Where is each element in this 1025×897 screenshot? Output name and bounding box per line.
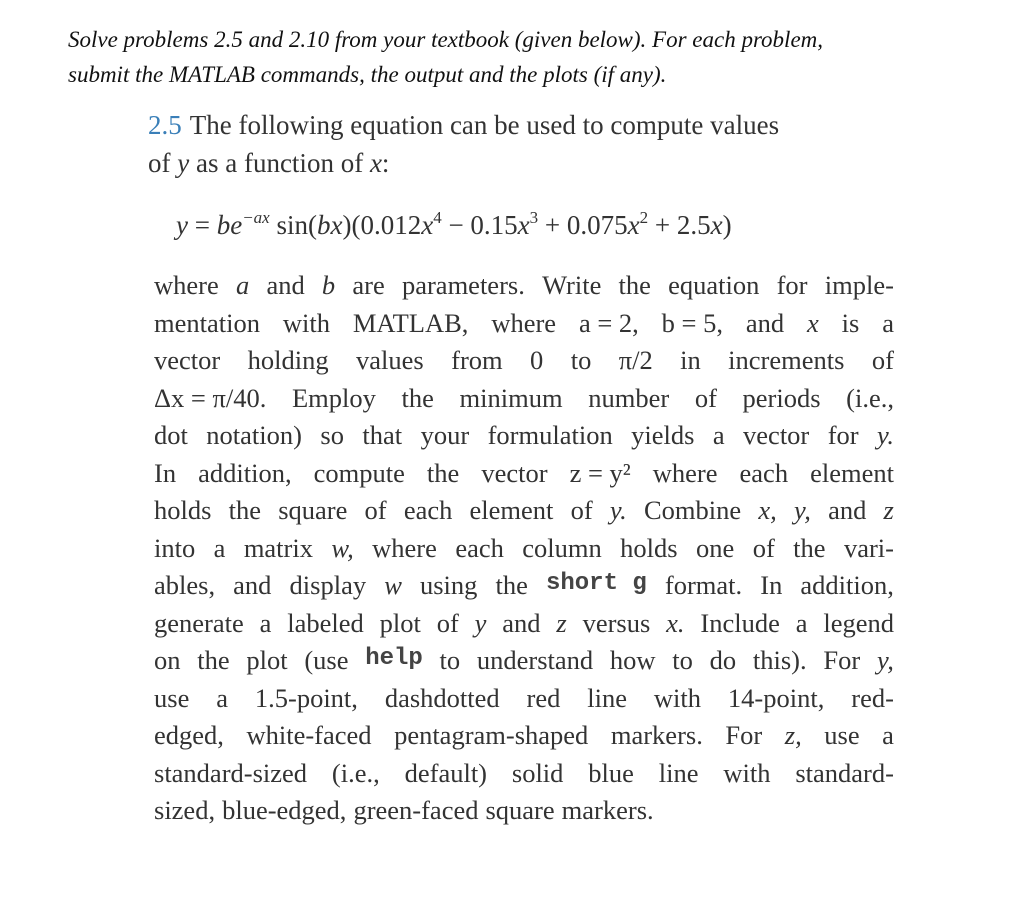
body-word: addition, bbox=[198, 457, 292, 488]
body-word: y, bbox=[793, 495, 811, 525]
body-word: plot bbox=[246, 645, 288, 675]
body-word: to bbox=[570, 345, 592, 375]
body-line bbox=[154, 758, 894, 789]
body-word: of bbox=[436, 607, 459, 638]
body-word: where bbox=[491, 307, 557, 338]
body-word: each bbox=[403, 495, 453, 525]
body-word: format. bbox=[664, 570, 743, 600]
eq-exponent: −ax bbox=[242, 208, 270, 227]
body-word: blue bbox=[588, 757, 634, 788]
body-word: blue-edged, bbox=[222, 795, 347, 825]
eq-term: ) bbox=[722, 210, 732, 240]
body-word: the bbox=[228, 495, 261, 525]
body-word: z bbox=[556, 607, 567, 638]
body-word: compute bbox=[313, 457, 405, 488]
body-word: pentagram-shaped bbox=[394, 720, 589, 750]
body-word: into bbox=[154, 532, 196, 563]
body-word: with bbox=[653, 682, 702, 713]
body-word: 0 bbox=[530, 345, 544, 375]
body-word: are bbox=[352, 270, 385, 300]
body-word: the bbox=[197, 645, 230, 675]
body-word: and bbox=[233, 570, 272, 600]
body-word: a = 2, bbox=[578, 307, 639, 338]
assignment-instructions bbox=[68, 22, 968, 92]
body-word: display bbox=[289, 570, 367, 600]
eq-term: sin( bbox=[269, 210, 317, 240]
eq-exponent: 3 bbox=[529, 208, 539, 227]
body-word: a bbox=[235, 270, 250, 300]
body-word: Write bbox=[542, 270, 602, 300]
instructions-line-1: Solve problems 2.5 and 2.10 from your textbook (given below). For each problem, bbox=[68, 27, 824, 52]
body-word: markers. bbox=[610, 720, 703, 750]
body-word: imple- bbox=[824, 270, 894, 300]
body-word: the bbox=[618, 270, 651, 300]
body-word: y bbox=[474, 607, 487, 638]
equation bbox=[176, 210, 732, 241]
body-word: x. bbox=[666, 607, 685, 638]
body-word: For bbox=[725, 720, 763, 750]
body-word: holds bbox=[154, 495, 212, 525]
body-word: number bbox=[588, 382, 670, 413]
intro-text: as a function of bbox=[189, 148, 370, 178]
body-line bbox=[154, 458, 894, 489]
eq-term: + 2.5 bbox=[648, 210, 711, 240]
body-word: vector bbox=[154, 345, 221, 375]
body-word: element bbox=[810, 457, 894, 488]
body-word: legend bbox=[823, 607, 894, 638]
body-word: z = y² bbox=[569, 457, 631, 488]
body-word: formulation bbox=[487, 420, 613, 450]
body-word: default) bbox=[404, 757, 488, 788]
instructions-line-2: submit the MATLAB commands, the output and the plots (if any). bbox=[68, 62, 667, 87]
body-word: vari- bbox=[843, 532, 894, 563]
body-word: π/2 bbox=[618, 345, 653, 375]
eq-term: e bbox=[230, 210, 243, 240]
body-word: understand bbox=[476, 645, 594, 675]
body-line bbox=[154, 345, 894, 376]
body-word: equation bbox=[668, 270, 760, 300]
body-word: a bbox=[213, 532, 226, 563]
body-word: b = 5, bbox=[661, 307, 723, 338]
body-line bbox=[154, 608, 894, 639]
body-word: of bbox=[694, 382, 717, 413]
body-word: sized, bbox=[154, 795, 216, 825]
intro-text: of bbox=[148, 148, 178, 178]
body-word: a bbox=[216, 682, 228, 713]
eq-term: + 0.075 bbox=[538, 210, 628, 240]
body-word: Employ bbox=[291, 382, 376, 413]
body-word: each bbox=[455, 532, 504, 563]
body-word: In bbox=[760, 570, 783, 600]
body-word: values bbox=[356, 345, 424, 375]
body-word: a bbox=[259, 607, 272, 638]
body-word: matrix bbox=[243, 532, 313, 563]
body-word: (i.e., bbox=[846, 382, 894, 413]
body-word: y. bbox=[609, 495, 627, 525]
body-word: Combine bbox=[644, 495, 742, 525]
body-word: notation) bbox=[206, 420, 302, 450]
body-word: addition, bbox=[800, 570, 894, 600]
body-word: red- bbox=[851, 682, 894, 713]
body-word: red bbox=[526, 682, 561, 713]
intro-text: : bbox=[381, 148, 390, 178]
body-line bbox=[154, 683, 894, 714]
body-word: (use bbox=[304, 645, 349, 675]
body-word: mentation bbox=[154, 307, 260, 338]
body-line bbox=[154, 383, 894, 414]
body-word: so bbox=[320, 420, 344, 450]
body-word: periods bbox=[742, 382, 821, 413]
body-word: a bbox=[795, 607, 808, 638]
body-word: from bbox=[451, 345, 503, 375]
eq-term: x bbox=[421, 210, 434, 240]
body-word: of bbox=[570, 495, 593, 525]
body-word: MATLAB, bbox=[352, 307, 469, 338]
body-word: the bbox=[426, 457, 460, 488]
eq-exponent: 4 bbox=[433, 208, 442, 227]
eq-term: x bbox=[517, 210, 530, 240]
body-word: using bbox=[419, 570, 478, 600]
body-word: in bbox=[680, 345, 701, 375]
body-word: the bbox=[401, 382, 434, 413]
body-word: standard- bbox=[795, 757, 894, 788]
body-word: how bbox=[609, 645, 656, 675]
body-word: Δx = π/40. bbox=[154, 382, 267, 413]
eq-term: )(0.012 bbox=[342, 210, 422, 240]
eq-term: bx bbox=[316, 210, 343, 240]
body-word: a bbox=[882, 720, 894, 750]
body-word: a bbox=[712, 420, 725, 450]
body-word: square bbox=[485, 795, 555, 825]
body-word: where bbox=[652, 457, 718, 488]
body-word: your bbox=[420, 420, 470, 450]
body-word: markers. bbox=[561, 795, 654, 825]
body-word: y, bbox=[876, 645, 894, 675]
body-word: each bbox=[739, 457, 789, 488]
body-word: z bbox=[883, 495, 894, 525]
problem-number: 2.5 bbox=[148, 110, 182, 140]
body-word: line bbox=[587, 682, 628, 713]
body-word: for bbox=[827, 420, 859, 450]
var-x: x bbox=[369, 148, 382, 178]
body-word: element bbox=[469, 495, 554, 525]
body-line bbox=[154, 795, 894, 826]
eq-term: b bbox=[216, 210, 231, 240]
body-word: of bbox=[364, 495, 387, 525]
body-word: labeled bbox=[287, 607, 364, 638]
body-word: For bbox=[823, 645, 861, 675]
body-word: do bbox=[709, 645, 737, 675]
body-word: plot bbox=[379, 607, 421, 638]
body-word: to bbox=[672, 645, 693, 675]
body-word: x, bbox=[758, 495, 777, 525]
body-word: ables, bbox=[154, 570, 216, 600]
body-word: minimum bbox=[459, 382, 563, 413]
body-line bbox=[154, 420, 894, 451]
body-line bbox=[154, 533, 894, 564]
body-word: In bbox=[154, 457, 177, 488]
body-word: w, bbox=[331, 532, 354, 563]
body-word: square bbox=[278, 495, 348, 525]
body-word: vector bbox=[743, 420, 810, 450]
body-word: short g bbox=[545, 570, 647, 597]
body-word: column bbox=[522, 532, 602, 563]
body-word: of bbox=[871, 345, 894, 375]
body-line bbox=[154, 270, 894, 301]
body-word: parameters. bbox=[401, 270, 525, 300]
body-word: Include bbox=[700, 607, 780, 638]
body-word: to bbox=[439, 645, 461, 675]
body-word: x bbox=[807, 307, 819, 338]
body-word: white-faced bbox=[246, 720, 372, 750]
body-word: use bbox=[824, 720, 860, 750]
body-word: one bbox=[696, 532, 735, 563]
body-word: this). bbox=[752, 645, 807, 675]
body-word: holding bbox=[247, 345, 329, 375]
body-word: increments bbox=[728, 345, 845, 375]
body-line bbox=[154, 720, 894, 751]
eq-term: y bbox=[176, 210, 188, 240]
body-word: green-faced bbox=[353, 795, 479, 825]
body-word: use bbox=[154, 682, 190, 713]
eq-term: x bbox=[710, 210, 723, 240]
body-word: z, bbox=[784, 720, 802, 750]
body-word: dashdotted bbox=[384, 682, 500, 713]
body-line bbox=[154, 645, 894, 676]
body-word: 14-point, bbox=[727, 682, 825, 713]
problem-intro-line-2 bbox=[148, 148, 389, 179]
body-word: dot bbox=[154, 420, 188, 450]
body-line bbox=[154, 308, 894, 339]
body-word: help bbox=[365, 645, 423, 672]
body-word: generate bbox=[154, 607, 244, 638]
eq-term: − 0.15 bbox=[441, 210, 518, 240]
body-word: edged, bbox=[154, 720, 224, 750]
body-word: solid bbox=[511, 757, 564, 788]
body-word: y. bbox=[877, 420, 894, 450]
body-word: of bbox=[752, 532, 775, 563]
body-line bbox=[154, 570, 894, 601]
body-word: line bbox=[658, 757, 699, 788]
eq-term: = bbox=[187, 210, 217, 240]
body-line bbox=[154, 495, 894, 526]
body-word: w bbox=[384, 570, 402, 600]
body-word: with bbox=[723, 757, 771, 788]
body-word: vector bbox=[481, 457, 548, 488]
body-word: a bbox=[882, 307, 894, 338]
body-word: with bbox=[282, 307, 330, 338]
body-word: standard-sized bbox=[154, 757, 308, 788]
problem-intro-line-1 bbox=[148, 110, 779, 141]
body-word: is bbox=[841, 307, 860, 338]
var-y: y bbox=[177, 148, 190, 178]
body-word: 1.5-point, bbox=[254, 682, 358, 713]
body-word: that bbox=[362, 420, 403, 450]
body-word: b bbox=[321, 270, 336, 300]
body-word: and bbox=[828, 495, 867, 525]
body-word: versus bbox=[582, 607, 651, 638]
body-word: the bbox=[793, 532, 826, 563]
body-word: and bbox=[266, 270, 305, 300]
eq-exponent: 2 bbox=[639, 208, 649, 227]
body-word: where bbox=[372, 532, 437, 563]
body-word: and bbox=[502, 607, 541, 638]
body-word: holds bbox=[620, 532, 678, 563]
body-word: for bbox=[776, 270, 808, 300]
body-word: where bbox=[154, 270, 219, 300]
body-word: on bbox=[154, 645, 181, 675]
problem-intro-text-1: The following equation can be used to compute values bbox=[189, 110, 780, 140]
eq-term: x bbox=[627, 210, 640, 240]
body-word: the bbox=[495, 570, 528, 600]
body-word: yields bbox=[631, 420, 695, 450]
body-word: and bbox=[745, 307, 785, 338]
body-word: (i.e., bbox=[331, 757, 380, 788]
